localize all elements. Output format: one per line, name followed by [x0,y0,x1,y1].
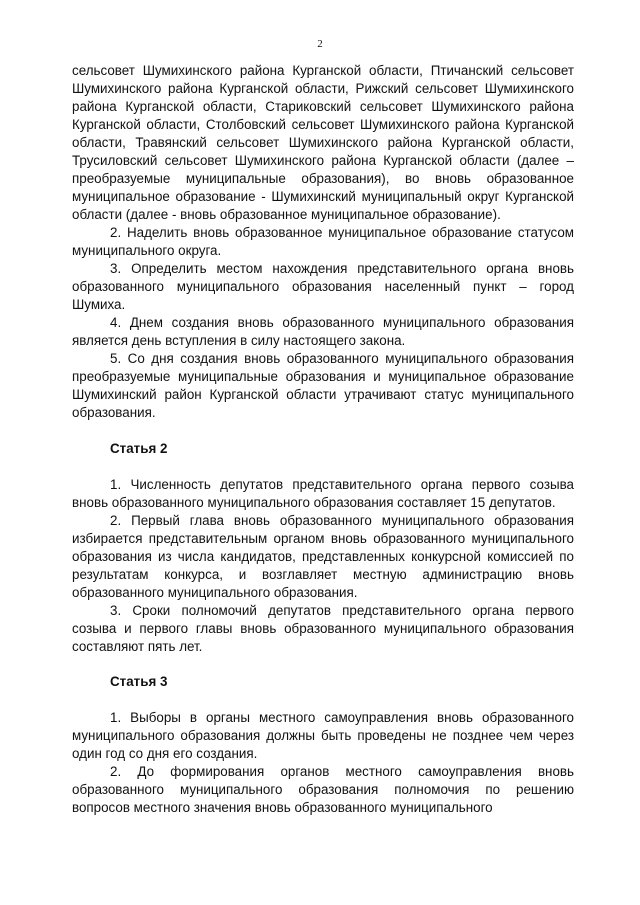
article2-item-1: 1. Численность депутатов представительного органа первого созыва вновь образованного муниципального образования составляет 15 депутатов. [72,477,574,510]
article3-item-1: 1. Выборы в органы местного самоуправления вновь образованного муниципального образования должны быть проведены не позднее чем через один год со дня его создания. [72,710,574,761]
article3-item-2: 2. До формирования органов местного самоуправления вновь образованного муниципального образования полномочия по решению вопросов местного значения вновь образованного муниципального [72,764,574,815]
article1-item-4: 4. Днем создания вновь образованного муниципального образования является день вступления в силу настоящего закона. [72,315,574,348]
page-number: 2 [317,38,323,50]
article3-heading: Статья 3 [110,674,168,689]
article2-heading: Статья 2 [110,441,168,456]
intro-paragraph: сельсовет Шумихинского района Курганской области, Птичанский сельсовет Шумихинского района Курганской области, Рижский сельсовет Шумихинского района Курганской области, Стариковский сельсовет Шумихинского района Курганской области, Столбовский сельсовет Шумихинского района Курганской области, Травянский сельсовет Шумихинского района Курганской области, Трусиловский сельсовет Шумихинского района Курганской области (далее – преобразуемые муниципальные образования), во вновь образованное муниципальное образование - Шумихинский муниципальный округ Курганской области (далее - вновь образованное муниципальное образование). [72,63,574,222]
article1-item-2: 2. Наделить вновь образованное муниципальное образование статусом муниципального округа. [72,225,574,258]
article2-item-3: 3. Сроки полномочий депутатов представительного органа первого созыва и первого главы вновь образованного муниципального образования составляют пять лет. [72,603,574,654]
article2-item-2: 2. Первый глава вновь образованного муниципального образования избирается представительным органом вновь образованного муниципального образования из числа кандидатов, представленных конкурсной комиссией по результатам конкурса, и возглавляет местную администрацию вновь образованного муниципального образования. [72,513,574,600]
article1-item-5: 5. Со дня создания вновь образованного муниципального образования преобразуемые муниципальные образования и муниципальное образование Шумихинский район Курганской области утрачивают статус муниципального образования. [72,351,574,420]
document-body [72,62,574,817]
article1-item-3: 3. Определить местом нахождения представительного органа вновь образованного муниципального образования населенный пункт – город Шумиха. [72,261,574,312]
